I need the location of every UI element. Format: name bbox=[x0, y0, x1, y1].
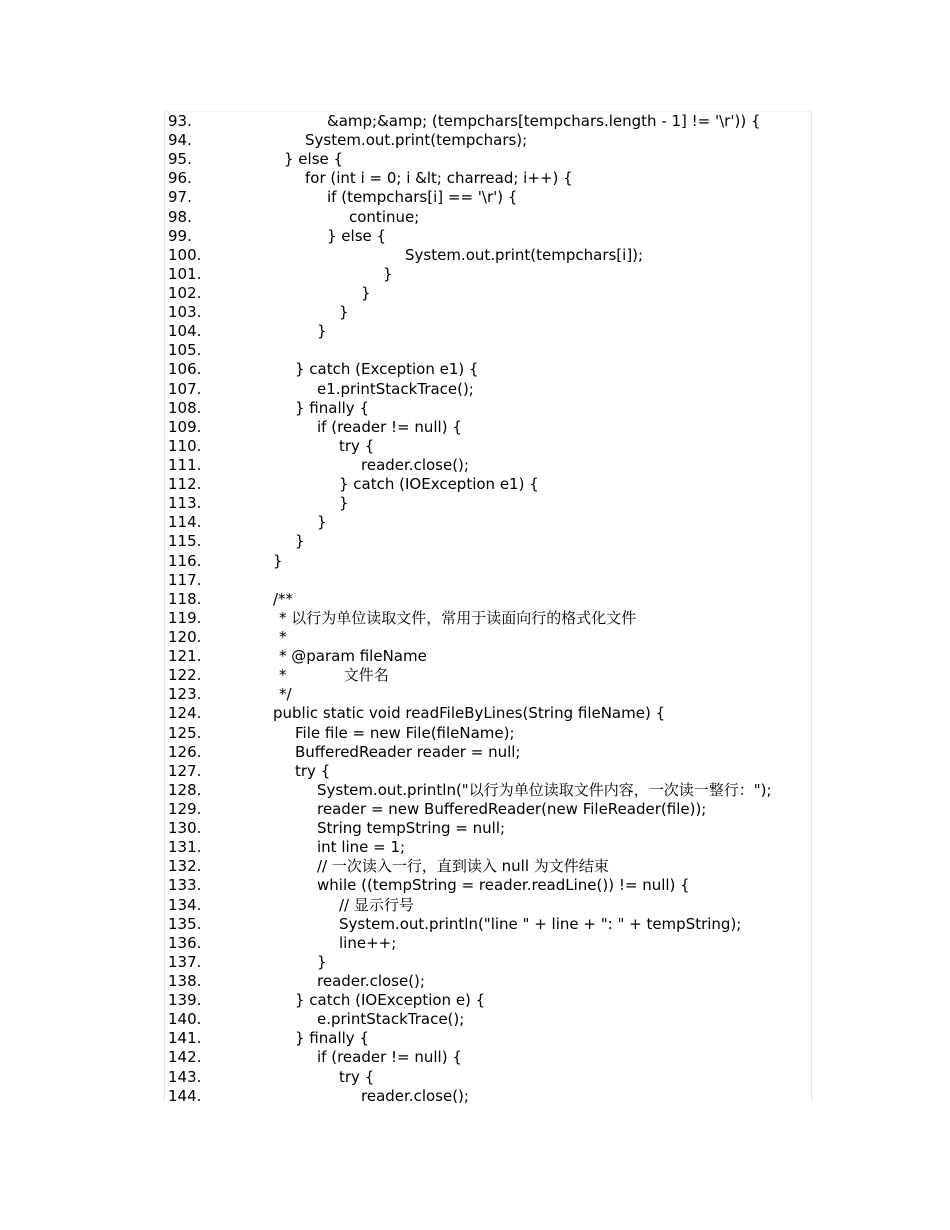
code-text: } bbox=[317, 513, 327, 532]
code-line bbox=[165, 724, 813, 743]
code-line bbox=[165, 972, 813, 991]
code-text: } finally { bbox=[295, 398, 369, 417]
code-text: * @param fileName bbox=[279, 647, 427, 666]
line-number: 130. bbox=[168, 819, 202, 838]
code-line bbox=[165, 399, 813, 418]
code-line bbox=[165, 188, 813, 207]
code-text: } catch (Exception e1) { bbox=[295, 360, 479, 379]
line-number: 139. bbox=[168, 991, 202, 1010]
line-number: 115. bbox=[168, 532, 202, 551]
code-text: } bbox=[383, 264, 393, 283]
line-number: 107. bbox=[168, 379, 202, 398]
line-number: 95. bbox=[168, 150, 192, 169]
code-line bbox=[165, 571, 813, 590]
line-number: 125. bbox=[168, 723, 202, 742]
code-text: File file = new File(fileName); bbox=[295, 723, 515, 742]
code-text: } bbox=[317, 952, 327, 971]
line-number: 138. bbox=[168, 971, 202, 990]
line-number: 140. bbox=[168, 1010, 202, 1029]
code-text: System.out.print(tempchars[i]); bbox=[405, 245, 644, 264]
code-line bbox=[165, 437, 813, 456]
code-text: } else { bbox=[327, 226, 387, 245]
code-line bbox=[165, 475, 813, 494]
code-line bbox=[165, 666, 813, 685]
line-number: 109. bbox=[168, 417, 202, 436]
code-line bbox=[165, 934, 813, 953]
line-number: 118. bbox=[168, 589, 202, 608]
line-number: 121. bbox=[168, 647, 202, 666]
line-number: 133. bbox=[168, 876, 202, 895]
code-line bbox=[165, 915, 813, 934]
code-text: } bbox=[317, 322, 327, 341]
code-text: } catch (IOException e) { bbox=[295, 991, 486, 1010]
code-text: } catch (IOException e1) { bbox=[339, 475, 539, 494]
code-line bbox=[165, 246, 813, 265]
code-text: e1.printStackTrace(); bbox=[317, 379, 474, 398]
line-number: 117. bbox=[168, 570, 202, 589]
code-text: } bbox=[295, 532, 305, 551]
line-number: 100. bbox=[168, 245, 202, 264]
code-line bbox=[165, 494, 813, 513]
code-text: * 以行为单位读取文件，常用于读面向行的格式化文件 bbox=[279, 608, 637, 627]
code-text: */ bbox=[279, 685, 292, 704]
code-line bbox=[165, 685, 813, 704]
line-number: 136. bbox=[168, 933, 202, 952]
line-number: 129. bbox=[168, 799, 202, 818]
line-number: 105. bbox=[168, 341, 202, 360]
code-text: e.printStackTrace(); bbox=[317, 1010, 465, 1029]
code-line bbox=[165, 896, 813, 915]
code-line bbox=[165, 1010, 813, 1029]
code-text: /** bbox=[273, 589, 294, 608]
code-line bbox=[165, 628, 813, 647]
code-text: } finally { bbox=[295, 1029, 369, 1048]
line-number: 110. bbox=[168, 436, 202, 455]
code-text: int line = 1; bbox=[317, 838, 406, 857]
code-text: if (reader != null) { bbox=[317, 417, 462, 436]
line-number: 116. bbox=[168, 551, 202, 570]
line-number: 99. bbox=[168, 226, 192, 245]
code-line bbox=[165, 1087, 813, 1106]
code-text: line++; bbox=[339, 933, 397, 952]
code-line bbox=[165, 876, 813, 895]
code-line bbox=[165, 227, 813, 246]
code-line bbox=[165, 131, 813, 150]
line-number: 119. bbox=[168, 608, 202, 627]
code-listing bbox=[164, 111, 812, 1105]
code-text: reader.close(); bbox=[361, 1086, 469, 1105]
line-number: 123. bbox=[168, 685, 202, 704]
code-line bbox=[165, 857, 813, 876]
code-text: &amp;&amp; (tempchars[tempchars.length - 1] != '\r')) { bbox=[327, 112, 761, 130]
code-line bbox=[165, 360, 813, 379]
code-line bbox=[165, 819, 813, 838]
code-text: // 显示行号 bbox=[339, 895, 414, 914]
code-line bbox=[165, 1068, 813, 1087]
code-text: try { bbox=[295, 761, 331, 780]
code-text: try { bbox=[339, 1067, 375, 1086]
code-line bbox=[165, 743, 813, 762]
line-number: 103. bbox=[168, 303, 202, 322]
code-text: } bbox=[339, 494, 349, 513]
code-line bbox=[165, 208, 813, 227]
code-text: System.out.println("以行为单位读取文件内容，一次读一整行："); bbox=[317, 780, 772, 799]
code-text: reader.close(); bbox=[361, 455, 469, 474]
code-line bbox=[165, 169, 813, 188]
line-number: 142. bbox=[168, 1048, 202, 1067]
line-number: 132. bbox=[168, 857, 202, 876]
code-text: * bbox=[279, 627, 287, 646]
code-line bbox=[165, 609, 813, 628]
line-number: 111. bbox=[168, 455, 202, 474]
code-line bbox=[165, 265, 813, 284]
line-number: 124. bbox=[168, 704, 202, 723]
line-number: 131. bbox=[168, 838, 202, 857]
code-text: BufferedReader reader = null; bbox=[295, 742, 521, 761]
line-number: 97. bbox=[168, 188, 192, 207]
line-number: 113. bbox=[168, 494, 202, 513]
line-number: 94. bbox=[168, 131, 192, 150]
line-number: 93. bbox=[168, 112, 192, 130]
code-line bbox=[165, 838, 813, 857]
code-text: if (reader != null) { bbox=[317, 1048, 462, 1067]
code-line bbox=[165, 418, 813, 437]
code-line bbox=[165, 552, 813, 571]
line-number: 106. bbox=[168, 360, 202, 379]
code-text: try { bbox=[339, 436, 375, 455]
line-number: 127. bbox=[168, 761, 202, 780]
code-text: if (tempchars[i] == '\r') { bbox=[327, 188, 518, 207]
code-text: while ((tempString = reader.readLine()) != null) { bbox=[317, 876, 690, 895]
code-text: } else { bbox=[284, 150, 344, 169]
code-text: // 一次读入一行，直到读入 null 为文件结束 bbox=[317, 857, 609, 876]
line-number: 108. bbox=[168, 398, 202, 417]
code-text: continue; bbox=[349, 207, 420, 226]
code-line bbox=[165, 1029, 813, 1048]
code-text: System.out.print(tempchars); bbox=[305, 131, 528, 150]
code-text: } bbox=[361, 283, 371, 302]
code-text: reader.close(); bbox=[317, 971, 425, 990]
code-text: public static void readFileByLines(String fileName) { bbox=[273, 704, 666, 723]
code-line bbox=[165, 303, 813, 322]
code-line bbox=[165, 647, 813, 666]
code-line bbox=[165, 704, 813, 723]
line-number: 112. bbox=[168, 475, 202, 494]
code-line bbox=[165, 150, 813, 169]
line-number: 143. bbox=[168, 1067, 202, 1086]
code-text: } bbox=[339, 303, 349, 322]
code-text: reader = new BufferedReader(new FileReader(file)); bbox=[317, 799, 707, 818]
code-line bbox=[165, 341, 813, 360]
code-text: String tempString = null; bbox=[317, 819, 506, 838]
code-text: System.out.println("line " + line + ": " + tempString); bbox=[339, 914, 742, 933]
line-number: 134. bbox=[168, 895, 202, 914]
code-line bbox=[165, 1048, 813, 1067]
code-text: for (int i = 0; i &lt; charread; i++) { bbox=[305, 169, 573, 188]
code-line bbox=[165, 112, 813, 131]
line-number: 128. bbox=[168, 780, 202, 799]
line-number: 102. bbox=[168, 283, 202, 302]
line-number: 144. bbox=[168, 1086, 202, 1105]
code-line bbox=[165, 322, 813, 341]
line-number: 141. bbox=[168, 1029, 202, 1048]
code-line bbox=[165, 991, 813, 1010]
code-line bbox=[165, 953, 813, 972]
code-line bbox=[165, 800, 813, 819]
line-number: 122. bbox=[168, 666, 202, 685]
code-line bbox=[165, 781, 813, 800]
code-line bbox=[165, 456, 813, 475]
code-line bbox=[165, 590, 813, 609]
line-number: 104. bbox=[168, 322, 202, 341]
code-line bbox=[165, 762, 813, 781]
code-text: * 文件名 bbox=[279, 666, 389, 685]
line-number: 120. bbox=[168, 627, 202, 646]
code-line bbox=[165, 513, 813, 532]
code-line bbox=[165, 380, 813, 399]
code-line bbox=[165, 532, 813, 551]
line-number: 137. bbox=[168, 952, 202, 971]
code-line bbox=[165, 284, 813, 303]
line-number: 135. bbox=[168, 914, 202, 933]
line-number: 101. bbox=[168, 264, 202, 283]
line-number: 114. bbox=[168, 513, 202, 532]
code-text: } bbox=[273, 551, 283, 570]
line-number: 96. bbox=[168, 169, 192, 188]
line-number: 126. bbox=[168, 742, 202, 761]
line-number: 98. bbox=[168, 207, 192, 226]
